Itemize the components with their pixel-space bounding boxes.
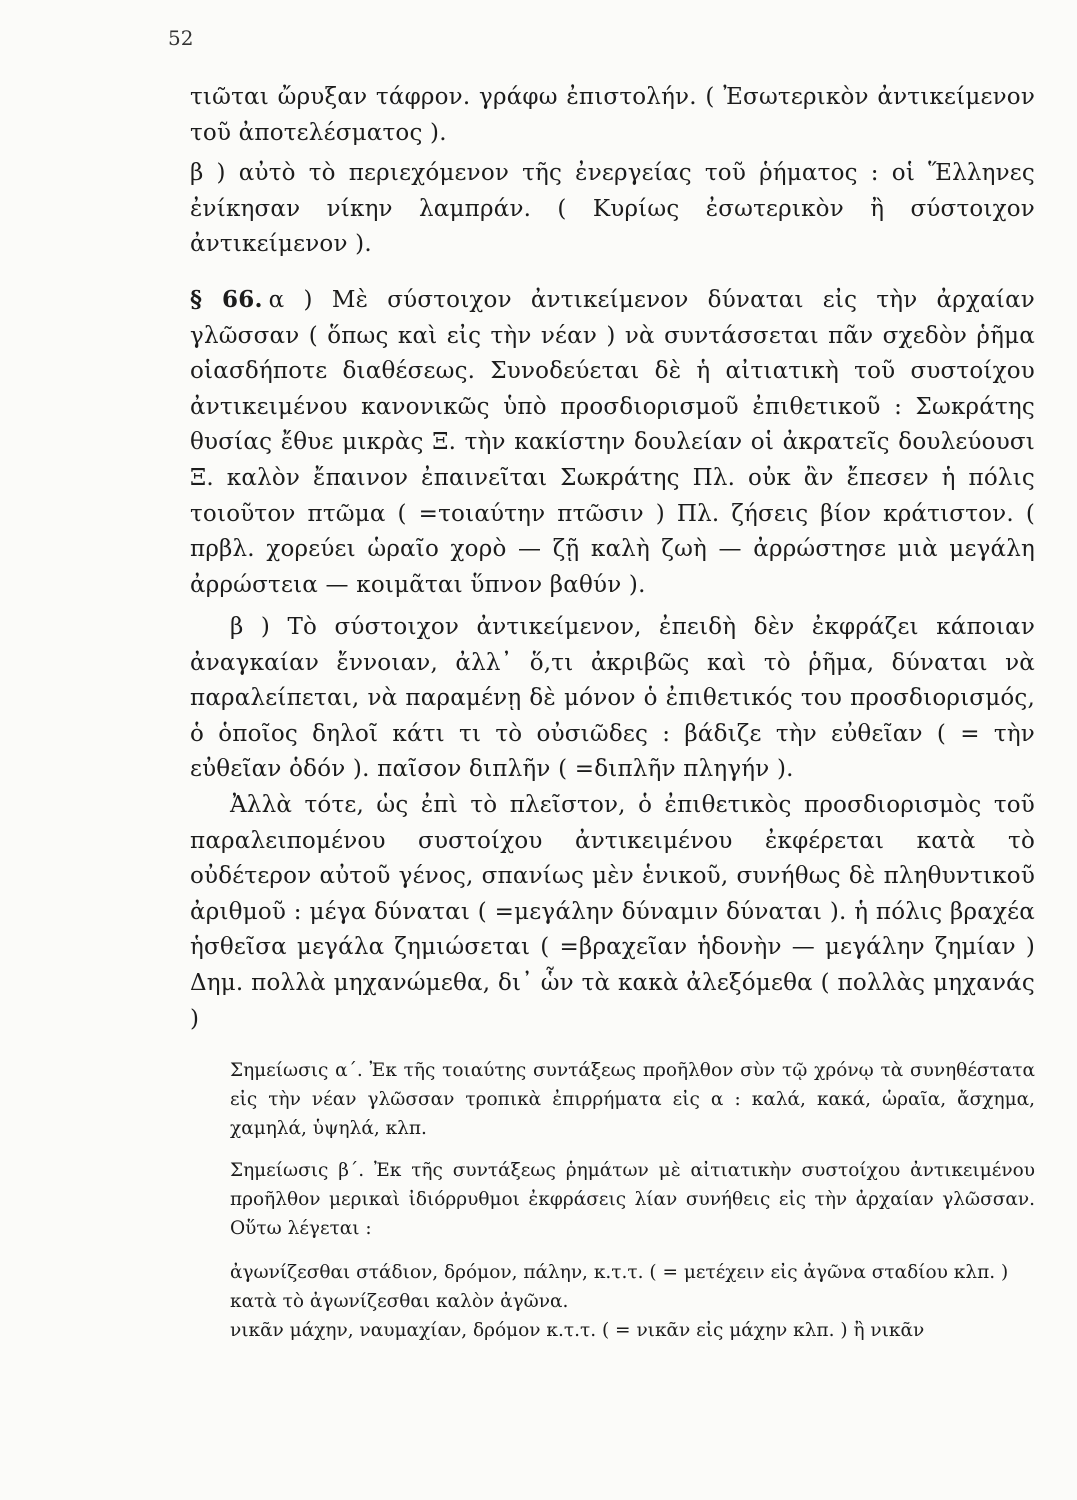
example-nikan: νικᾶν μάχην, ναυμαχίαν, δρόμον κ.τ.τ. ( = νικᾶν εἰς μάχην κλπ. ) ἢ νικᾶν (230, 1320, 925, 1341)
paragraph-section-66-a (190, 282, 1035, 603)
note-b: Σημείωσις β΄. Ἐκ τῆς συντάξεως ῥημάτων μὲ αἰτιατικὴν συστοίχου ἀντικειμένου προῆλθον μερικαὶ ἰδιόρρυθμοι ἐκφράσεις λίαν συνήθεις εἰς τὴν ἀρχαίαν γλῶσσαν. Οὕτω λέγεται : (230, 1160, 1035, 1239)
page-number: 52 (168, 26, 194, 50)
paragraph-section-66-b: β ) Τὸ σύστοιχον ἀντικείμενον, ἐπειδὴ δὲν ἐκφράζει κάποιαν ἀναγκαίαν ἔννοιαν, ἀλλ᾽ ὅ,τι ἀκριβῶς καὶ τὸ ῥῆμα, δύναται νὰ παραλείπεται, νὰ παραμένῃ δὲ μόνον ὁ ἐπιθετικός του προσδιορισμός, ὁ ὁποῖος δηλοῖ κάτι τι τὸ οὐσιῶδες : βάδιζε τὴν εὐθεῖαν ( = τὴν εὐθεῖαν ὁδόν ). παῖσον διπλῆν ( =διπλῆν πληγήν ). (190, 614, 1035, 783)
paragraph-intro-continuation: τιῶται ὤρυξαν τάφρον. γράφω ἐπιστολήν. ( Ἐσωτερικὸν ἀντικείμενον τοῦ ἀποτελέσματος ). (190, 84, 1035, 146)
note-a: Σημείωσις α΄. Ἐκ τῆς τοιαύτης συντάξεως προῆλθον σὺν τῷ χρόνῳ τὰ συνηθέστατα εἰς τὴν νέαν γλῶσσαν τροπικὰ ἐπιρρήματα εἰς α : καλά, κακά, ὡραῖα, ἄσχημα, χαμηλά, ὑψηλά, κλπ. (230, 1060, 1035, 1139)
section-number: § 66. (190, 286, 263, 313)
paragraph-section-66-c: Ἀλλὰ τότε, ὡς ἐπὶ τὸ πλεῖστον, ὁ ἐπιθετικὸς προσδιορισμὸς τοῦ παραλειπομένου συστοίχου ἀντικειμένου ἐκφέρεται κατὰ τὸ οὐδέτερον αὐτοῦ γένος, σπανίως μὲν ἑνικοῦ, συνήθως δὲ πληθυντικοῦ ἀριθμοῦ : μέγα δύναται ( =μεγάλην δύναμιν δύναται ). ἡ πόλις βραχέα ἡσθεῖσα μεγάλα ζημιώσεται ( =βραχεῖαν ἡδονὴν — μεγάλην ζημίαν ) Δημ. πολλὰ μηχανώμεθα, δι᾽ ὧν τὰ κακὰ ἀλεξόμεθα ( πολλὰς μηχανάς ) (190, 792, 1035, 1032)
paragraph-point-b: β ) αὐτὸ τὸ περιεχόμενον τῆς ἐνεργείας τοῦ ῥήματος : οἱ Ἕλληνες ἐνίκησαν νίκην λαμπράν. ( Κυρίως ἐσωτερικὸν ἢ σύστοιχον ἀντικείμενον ). (190, 160, 1035, 258)
example-agonizesthai: ἀγωνίζεσθαι στάδιον, δρόμον, πάλην, κ.τ.τ. ( = μετέχειν εἰς ἀγῶνα σταδίου κλπ. ) κατὰ τὸ ἀγωνίζεσθαι καλὸν ἀγῶνα. (230, 1262, 1009, 1312)
section-66-a-text: α ) Μὲ σύστοιχον ἀντικείμενον δύναται εἰς τὴν ἀρχαίαν γλῶσσαν ( ὅπως καὶ εἰς τὴν νέαν ) νὰ συντάσσεται πᾶν σχεδὸν ῥῆμα οἱασδήποτε διαθέσεως. Συνοδεύεται δὲ ἡ αἰτιατικὴ τοῦ συστοίχου ἀντικειμένου κανονικῶς ὑπὸ προσδιορισμοῦ ἐπιθετικοῦ : Σωκράτης θυσίας ἔθυε μικρὰς Ξ. τὴν κακίστην δουλείαν οἱ ἀκρατεῖς δουλεύουσι Ξ. καλὸν ἔπαινον ἐπαινεῖται Σωκράτης Πλ. οὐκ ἂν ἔπεσεν ἡ πόλις τοιοῦτον πτῶμα ( =τοιαύτην πτῶσιν ) Πλ. ζήσεις βίον κράτιστον. ( πρβλ. χορεύει ὡραῖο χορὸ — ζῇ καλὴ ζωὴ — ἀρρώστησε μιὰ μεγάλη ἀρρώστεια — κοιμᾶται ὕπνον βαθύν ). (190, 287, 1035, 598)
